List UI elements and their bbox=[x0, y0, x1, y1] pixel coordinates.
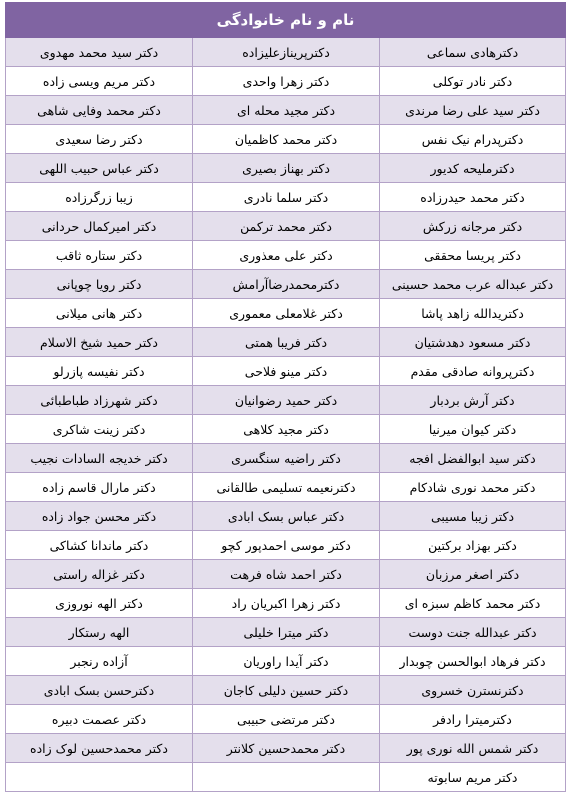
table-cell: دکتر عباس حبیب اللهی bbox=[6, 154, 193, 183]
table-cell: الهه رستکار bbox=[6, 618, 193, 647]
table-cell: دکتر الهه نوروزی bbox=[6, 589, 193, 618]
table-header-row bbox=[6, 3, 566, 38]
table-cell: دکتر بهناز بصیری bbox=[193, 154, 380, 183]
table-cell: دکتر ستاره ثاقب bbox=[6, 241, 193, 270]
table-cell: دکترمحمدرضاآرامش bbox=[193, 270, 380, 299]
table-row bbox=[6, 270, 566, 299]
table-row bbox=[6, 154, 566, 183]
table-cell: دکتر علی معذوری bbox=[193, 241, 380, 270]
table-cell: دکتر نادر توکلی bbox=[380, 67, 566, 96]
table-cell: دکتر رضا سعیدی bbox=[6, 125, 193, 154]
table-cell: دکترپرینازعلیزاده bbox=[193, 38, 380, 67]
table-cell: دکتر سید ابوالفضل افجه bbox=[380, 444, 566, 473]
table-cell: دکتر سلما نادری bbox=[193, 183, 380, 212]
table-row bbox=[6, 618, 566, 647]
table-row bbox=[6, 676, 566, 705]
table-cell: دکتر راضیه سنگسری bbox=[193, 444, 380, 473]
table-cell: دکتر زهرا اکبریان راد bbox=[193, 589, 380, 618]
table-row bbox=[6, 647, 566, 676]
table-row bbox=[6, 125, 566, 154]
table-cell: دکترپروانه صادقی مقدم bbox=[380, 357, 566, 386]
table-cell: دکتر شمس الله نوری پور bbox=[380, 734, 566, 763]
table-cell: دکتر هانی میلانی bbox=[6, 299, 193, 328]
table-cell: دکتر محمد نوری شادکام bbox=[380, 473, 566, 502]
table-cell: دکتر آرش بردبار bbox=[380, 386, 566, 415]
table-cell: دکتر شهرزاد طباطبائی bbox=[6, 386, 193, 415]
table-cell: دکتر سید محمد مهدوی bbox=[6, 38, 193, 67]
table-cell: دکتر مارال قاسم زاده bbox=[6, 473, 193, 502]
table-row bbox=[6, 67, 566, 96]
table-cell: دکترپدرام نیک نفس bbox=[380, 125, 566, 154]
table-cell bbox=[193, 763, 380, 792]
table-row bbox=[6, 473, 566, 502]
table-row bbox=[6, 734, 566, 763]
table-cell: دکتر مریم ویسی زاده bbox=[6, 67, 193, 96]
table-cell: دکتر مرتضی حبیبی bbox=[193, 705, 380, 734]
table-row bbox=[6, 96, 566, 125]
table-cell: دکتر عبدالله جنت دوست bbox=[380, 618, 566, 647]
table-cell: دکتر زهرا واحدی bbox=[193, 67, 380, 96]
table-cell: دکتر مریم سابوته bbox=[380, 763, 566, 792]
table-cell: دکتر زینت شاکری bbox=[6, 415, 193, 444]
table-header-title: نام و نام خانوادگی bbox=[6, 3, 566, 38]
table-cell: دکتر پریسا محققی bbox=[380, 241, 566, 270]
table-cell: دکتر موسی احمدپور کچو bbox=[193, 531, 380, 560]
table-row bbox=[6, 328, 566, 357]
table-cell: دکتر میترا خلیلی bbox=[193, 618, 380, 647]
table-cell: دکتر بهزاد برکتین bbox=[380, 531, 566, 560]
table-row bbox=[6, 38, 566, 67]
table-cell: دکتر عبداله عرب محمد حسینی bbox=[380, 270, 566, 299]
table-row bbox=[6, 386, 566, 415]
table-row bbox=[6, 763, 566, 792]
table-row bbox=[6, 415, 566, 444]
table-cell: دکتر محمد حیدرزاده bbox=[380, 183, 566, 212]
table-cell: دکتر فرهاد ابوالحسن چوبدار bbox=[380, 647, 566, 676]
table-cell: دکتر مینو فلاحی bbox=[193, 357, 380, 386]
table-row bbox=[6, 560, 566, 589]
table-cell: آزاده رنجبر bbox=[6, 647, 193, 676]
table-cell: دکترمیترا رادفر bbox=[380, 705, 566, 734]
table-cell: دکتر محمدحسین لوک زاده bbox=[6, 734, 193, 763]
table-cell: دکتر محمد کاظمیان bbox=[193, 125, 380, 154]
table-cell: دکتر مجید محله ای bbox=[193, 96, 380, 125]
table-cell: دکتر احمد شاه فرهت bbox=[193, 560, 380, 589]
table-cell: دکترحسن بسک ابادی bbox=[6, 676, 193, 705]
table-cell: دکتر آیدا راوریان bbox=[193, 647, 380, 676]
table-cell: دکتر حمید شیخ الاسلام bbox=[6, 328, 193, 357]
table-cell: دکترملیحه کدیور bbox=[380, 154, 566, 183]
table-cell: دکتر محمد وفایی شاهی bbox=[6, 96, 193, 125]
table-cell: دکتر نفیسه پازرلو bbox=[6, 357, 193, 386]
table-cell: دکتریدالله زاهد پاشا bbox=[380, 299, 566, 328]
table-row bbox=[6, 705, 566, 734]
table-cell: دکتر محمدحسین کلانتر bbox=[193, 734, 380, 763]
names-table-container bbox=[5, 2, 565, 792]
table-cell: دکتر حسین دلیلی کاجان bbox=[193, 676, 380, 705]
table-cell: دکتر محمد کاظم سبزه ای bbox=[380, 589, 566, 618]
table-cell: دکتر محمد ترکمن bbox=[193, 212, 380, 241]
table-cell: دکتر ماندانا کشاکی bbox=[6, 531, 193, 560]
table-cell: دکتر حمید رضوانیان bbox=[193, 386, 380, 415]
table-cell: دکترنسترن خسروی bbox=[380, 676, 566, 705]
table-row bbox=[6, 357, 566, 386]
names-table bbox=[5, 2, 566, 792]
table-row bbox=[6, 299, 566, 328]
table-cell: دکتر محسن جواد زاده bbox=[6, 502, 193, 531]
table-cell: دکتر مجید کلاهی bbox=[193, 415, 380, 444]
table-row bbox=[6, 241, 566, 270]
table-cell: دکتر فریبا همتی bbox=[193, 328, 380, 357]
table-cell: زیبا زرگرزاده bbox=[6, 183, 193, 212]
table-cell: دکتر خدیجه السادات نجیب bbox=[6, 444, 193, 473]
table-body bbox=[6, 38, 566, 792]
table-cell: دکتر رویا چوپانی bbox=[6, 270, 193, 299]
table-cell: دکتر کیوان میرنیا bbox=[380, 415, 566, 444]
table-cell: دکتر سید علی رضا مرندی bbox=[380, 96, 566, 125]
table-cell: دکتر عباس بسک ابادی bbox=[193, 502, 380, 531]
table-cell: دکتر عصمت دبیره bbox=[6, 705, 193, 734]
table-row bbox=[6, 502, 566, 531]
table-cell: دکتر غلامعلی معموری bbox=[193, 299, 380, 328]
table-cell: دکتر غزاله راستی bbox=[6, 560, 193, 589]
table-row bbox=[6, 531, 566, 560]
table-row bbox=[6, 183, 566, 212]
table-cell: دکترنعیمه تسلیمی طالقانی bbox=[193, 473, 380, 502]
table-cell: دکترهادی سماعی bbox=[380, 38, 566, 67]
table-cell: دکتر زیبا مسیبی bbox=[380, 502, 566, 531]
table-row bbox=[6, 444, 566, 473]
table-row bbox=[6, 212, 566, 241]
table-row bbox=[6, 589, 566, 618]
table-cell: دکتر مسعود دهدشتیان bbox=[380, 328, 566, 357]
table-cell: دکتر اصغر مرزبان bbox=[380, 560, 566, 589]
table-cell bbox=[6, 763, 193, 792]
table-cell: دکتر مرجانه زرکش bbox=[380, 212, 566, 241]
table-cell: دکتر امیرکمال حردانی bbox=[6, 212, 193, 241]
